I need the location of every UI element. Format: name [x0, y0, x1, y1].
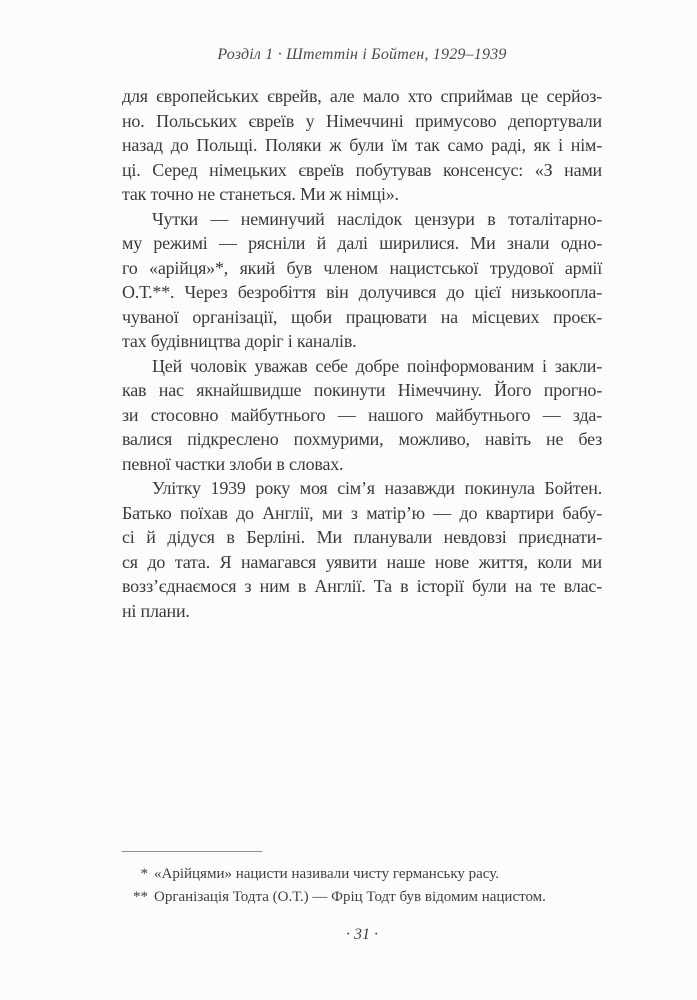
text-line: валися підкреслено похмурими, можливо, навіть не без — [122, 429, 602, 449]
body-text — [122, 84, 602, 623]
text-line: Цей чоловік уважав себе добре поінформованим і закли- — [152, 355, 602, 376]
footnote — [122, 863, 602, 886]
text-line: для європейських єврейв, але мало хто сприймав це серйоз- — [122, 86, 602, 106]
text-line: Чутки — неминучий наслідок цензури в тоталітарно- — [152, 208, 602, 229]
paragraph — [122, 84, 602, 207]
footnotes-block — [122, 851, 602, 909]
paragraph — [122, 207, 602, 354]
text-line: так точно не станеться. Ми ж німці». — [122, 184, 399, 204]
text-line: ці. Серед німецьких євреїв побутував консенсус: «З нами — [122, 159, 602, 180]
paragraph — [122, 476, 602, 623]
running-header: Розділ 1 · Штеттін і Бойтен, 1929–1939 — [217, 46, 507, 63]
text-line: Батько поїхав до Англії, ми з матір’ю — до квартири бабу- — [122, 502, 602, 523]
footnote — [122, 886, 602, 909]
text-line: певної частки злоби в словах. — [122, 453, 344, 474]
footnote-marker: ** — [133, 889, 148, 905]
text-line: тах будівництва доріг і каналів. — [122, 331, 357, 351]
text-line: Улітку 1939 року моя сім’я назавжди покинула Бойтен. — [152, 478, 602, 498]
paragraph — [122, 354, 602, 477]
text-line: ні плани. — [122, 600, 190, 621]
footnote-rule — [122, 851, 262, 852]
page-number: · 31 · — [346, 926, 378, 943]
text-line: возз’єднаємося з ним в Англії. Та в історії були на те влас- — [122, 576, 602, 596]
footnote-text: Організація Тодта (О.Т.) — Фріц Тодт був відомим нацистом. — [154, 889, 546, 905]
text-line: назад до Польщі. Поляки ж були їм так само раді, як і нім- — [122, 135, 602, 155]
text-line: чуваної організації, щоби працювати на місцевих проєк- — [122, 306, 602, 327]
text-line: му режимі — рясніли й далі ширилися. Ми знали одно- — [122, 233, 602, 253]
text-line: но. Польських євреїв у Німеччині примусово депортували — [122, 110, 602, 131]
footnote-marker: * — [140, 866, 148, 882]
text-line: кав нас якнайшвидше покинути Німеччину. Його прогно- — [122, 380, 602, 400]
footnote-text: «Арійцями» нацисти називали чисту германську расу. — [154, 866, 500, 882]
text-line: ся до тата. Я намагався уявити наше нове життя, коли ми — [122, 551, 602, 572]
text-line: сі й дідуся в Берліні. Ми планували невдовзі приєднати- — [122, 527, 602, 547]
text-line: зи стосовно майбутнього — нашого майбутнього — зда- — [122, 404, 602, 425]
text-line: О.Т.**. Через безробіття він долучився до цієї низькоопла- — [122, 282, 602, 302]
text-line: го «арійця»*, який був членом нацистської трудової армії — [122, 257, 602, 278]
